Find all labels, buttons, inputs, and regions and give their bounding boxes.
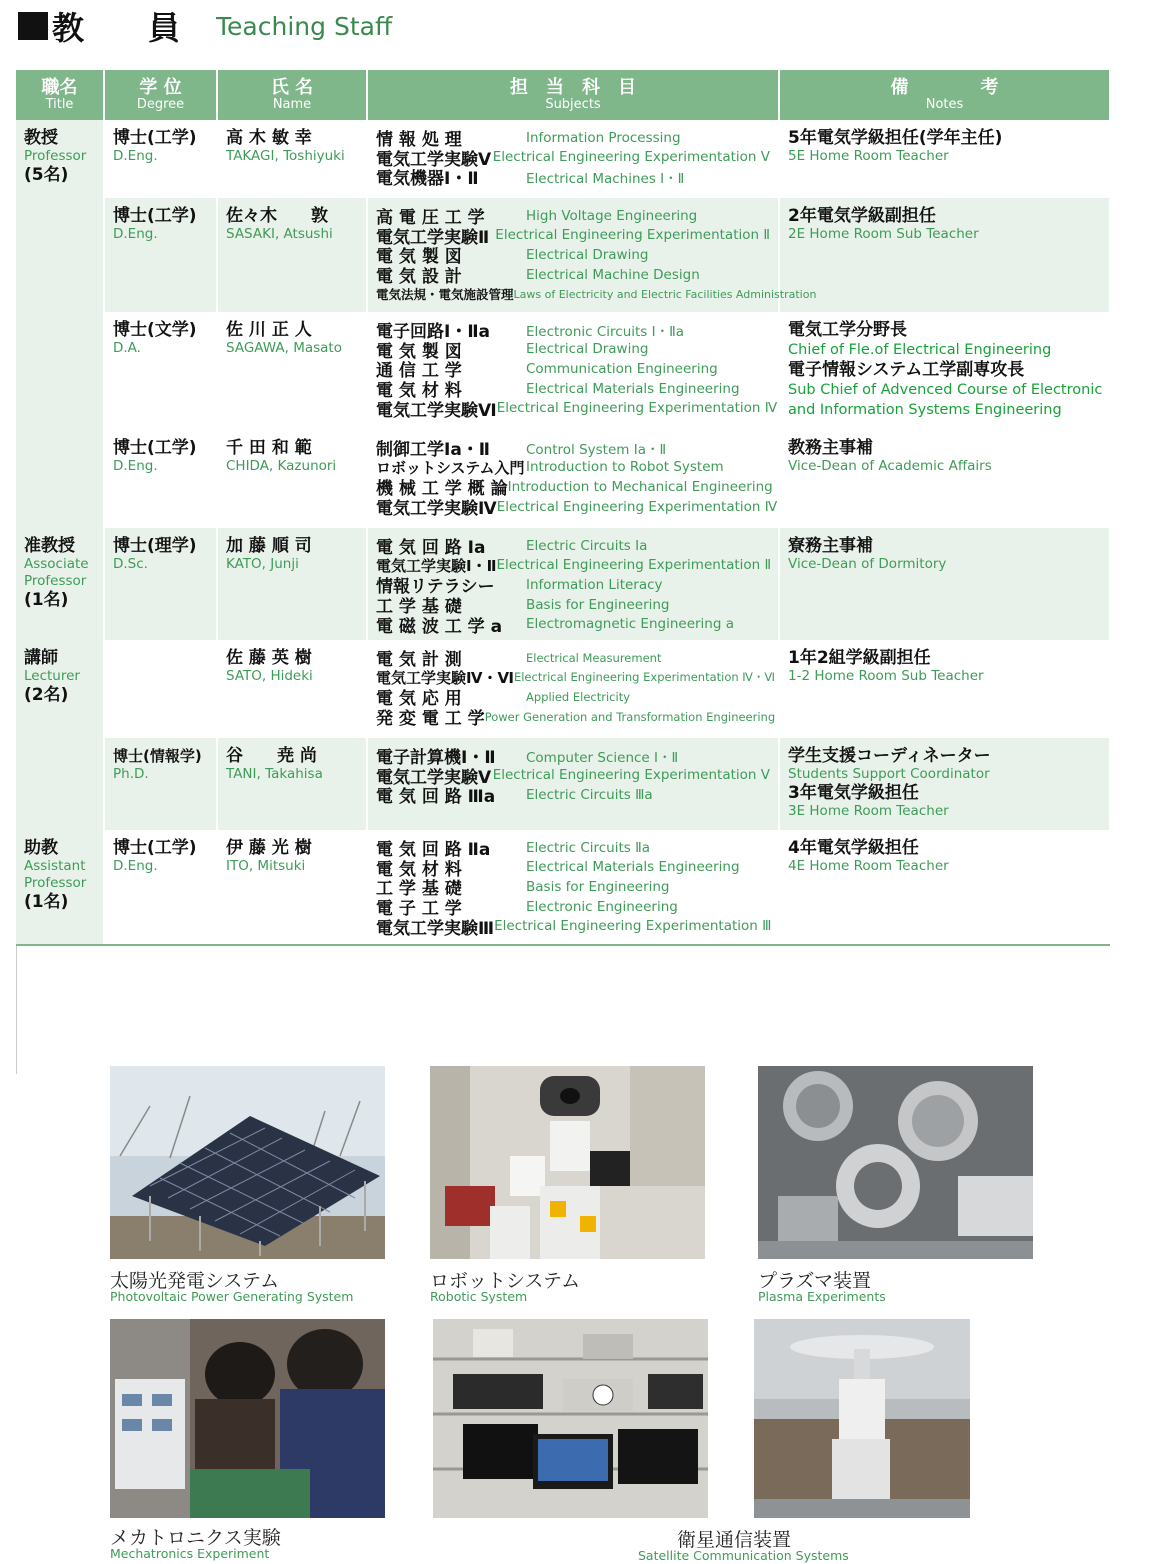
name-cell: 佐 藤 英 樹 SATO, Hideki <box>217 640 367 738</box>
degree-cell: 博士(情報学) Ph.D. <box>104 738 217 830</box>
name-cell: 高 木 敏 幸 TAKAGI, Toshiyuki <box>217 120 367 198</box>
page-header <box>18 6 392 46</box>
solar-panel-photo <box>110 1066 385 1259</box>
page-title-ja: 教 員 <box>52 9 181 47</box>
notes-cell: 学生支援コーディネーター Students Support Coordinator 3年電気学級担任 3E Home Room Teacher <box>779 738 1110 830</box>
photo-satellite-lab <box>433 1319 708 1519</box>
table-row <box>16 640 1110 738</box>
photo-robot <box>430 1066 705 1306</box>
notes-cell: 2年電気学級副担任 2E Home Room Sub Teacher <box>779 198 1110 312</box>
satellite-antenna-photo <box>754 1319 970 1518</box>
notes-cell: 寮務主事補 Vice-Dean of Dormitory <box>779 528 1110 640</box>
photo-caption-en: Photovoltaic Power Generating System <box>110 1289 354 1304</box>
subjects-cell: 電子計算機Ⅰ・Ⅱ Computer Science Ⅰ・Ⅱ 電気工学実験Ⅴ Electrical Engineering Experimentation Ⅴ 電 気 回 路 Ⅲa Electric Circuits Ⅲa <box>367 738 779 830</box>
photo-caption-en: Mechatronics Experiment <box>110 1546 270 1561</box>
name-cell: 佐々木 敦 SASAKI, Atsushi <box>217 198 367 312</box>
photo-caption-ja: メカトロニクス実験 <box>110 1527 281 1549</box>
photo-caption-en: Plasma Experiments <box>758 1289 886 1304</box>
col-subjects: 担 当 科 目 Subjects <box>367 70 779 120</box>
margin-rule <box>16 946 17 1074</box>
satellite-lab-photo <box>433 1319 708 1518</box>
group-lecturer: 講師 Lecturer (2名) <box>16 640 104 830</box>
staff-table <box>16 70 1111 944</box>
subjects-cell: 電 気 回 路 Ⅰa Electric Circuits Ⅰa 電気工学実験Ⅰ・Ⅱ Electrical Engineering Experimentation Ⅱ 情報リテラシー Information Literacy 工 学 基 礎 Basis for Engineering 電 磁 波 工 学 a Electromagnetic Engineering a <box>367 528 779 640</box>
table-row <box>16 528 1110 640</box>
photo-caption-ja: ロボットシステム <box>430 1270 581 1292</box>
notes-cell: 電気工学分野長 Chief of Fle.of Electrical Engineering 電子情報システム工学副専攻長 Sub Chief of Advenced Course of Electronic and Information Systems Engineering <box>779 312 1110 430</box>
page-title-en: Teaching Staff <box>216 11 393 41</box>
degree-cell: 博士(文学) D.A. <box>104 312 217 430</box>
subjects-cell: 高 電 圧 工 学 High Voltage Engineering 電気工学実験Ⅱ Electrical Engineering Experimentation Ⅱ 電 気 製 図 Electrical Drawing 電 気 設 計 Electrical Machine Design 電気法規・電気施設管理 Laws of Electricity and Electric Facilities Administration <box>367 198 779 312</box>
subjects-cell: 情 報 処 理 Information Processing 電気工学実験Ⅴ Electrical Engineering Experimentation Ⅴ 電気機器Ⅰ・Ⅱ Electrical Machines Ⅰ・Ⅱ <box>367 120 779 198</box>
black-square-icon <box>18 12 48 40</box>
group-assistant-professor: 助教 Assistant Professor (1名) <box>16 830 104 944</box>
degree-cell: 博士(工学) D.Eng. <box>104 198 217 312</box>
name-cell: 伊 藤 光 樹 ITO, Mitsuki <box>217 830 367 944</box>
col-degree: 学 位 Degree <box>104 70 217 120</box>
photo-solar <box>110 1066 385 1306</box>
subjects-cell: 制御工学Ⅰa・Ⅱ Control System Ⅰa・Ⅱ ロボットシステム入門 Introduction to Robot System 機 械 工 学 概 論 Introduction to Mechanical Engineering 電気工学実験Ⅳ Electrical Engineering Experimentation Ⅳ <box>367 430 779 528</box>
degree-cell: 博士(理学) D.Sc. <box>104 528 217 640</box>
degree-cell: 博士(工学) D.Eng. <box>104 430 217 528</box>
group-professor: 教授 Professor (5名) <box>16 120 104 528</box>
table-row <box>16 312 1110 430</box>
col-title: 職名 Title <box>16 70 104 120</box>
degree-cell: 博士(工学) D.Eng. <box>104 120 217 198</box>
photo-mechatronics <box>110 1319 390 1564</box>
col-notes: 備 考 Notes <box>779 70 1110 120</box>
table-row <box>16 198 1110 312</box>
satellite-caption-en: Satellite Communication Systems <box>638 1548 849 1563</box>
notes-cell: 5年電気学級担任(学年主任) 5E Home Room Teacher <box>779 120 1110 198</box>
table-row <box>16 430 1110 528</box>
col-name: 氏 名 Name <box>217 70 367 120</box>
satellite-caption-ja: 衛星通信装置 <box>677 1529 792 1551</box>
name-cell: 谷 尭 尚 TANI, Takahisa <box>217 738 367 830</box>
photo-caption-en: Robotic System <box>430 1289 528 1304</box>
degree-cell: 博士(工学) D.Eng. <box>104 830 217 944</box>
mechatronics-photo <box>110 1319 385 1518</box>
subjects-cell: 電 気 計 測 Electrical Measurement 電気工学実験Ⅳ・Ⅵ Electrical Engineering Experimentation Ⅳ・Ⅵ 電 気 応 用 Applied Electricity 発 変 電 工 学 Power Generation and Transformation Engineering <box>367 640 779 738</box>
table-row <box>16 120 1110 198</box>
table-row <box>16 830 1110 944</box>
photo-caption-ja: プラズマ装置 <box>758 1270 872 1292</box>
table-row <box>16 738 1110 830</box>
group-associate-professor: 准教授 Associate Professor (1名) <box>16 528 104 640</box>
subjects-cell: 電 気 回 路 Ⅱa Electric Circuits Ⅱa 電 気 材 料 Electrical Materials Engineering 工 学 基 礎 Basis for Engineering 電 子 工 学 Electronic Engineering 電気工学実験Ⅲ Electrical Engineering Experimentation Ⅲ <box>367 830 779 944</box>
notes-cell: 教務主事補 Vice-Dean of Academic Affairs <box>779 430 1110 528</box>
notes-cell: 4年電気学級担任 4E Home Room Teacher <box>779 830 1110 944</box>
photo-satellite-antenna <box>754 1319 970 1519</box>
name-cell: 千 田 和 範 CHIDA, Kazunori <box>217 430 367 528</box>
degree-cell <box>104 640 217 738</box>
name-cell: 加 藤 順 司 KATO, Junji <box>217 528 367 640</box>
table-bottom-rule <box>16 944 1110 946</box>
photo-caption-ja: 太陽光発電システム <box>110 1270 280 1292</box>
plasma-equipment-photo <box>758 1066 1033 1259</box>
name-cell: 佐 川 正 人 SAGAWA, Masato <box>217 312 367 430</box>
subjects-cell: 電子回路Ⅰ・Ⅱa Electronic Circuits Ⅰ・Ⅱa 電 気 製 図 Electrical Drawing 通 信 工 学 Communication Engineering 電 気 材 料 Electrical Materials Engineering 電気工学実験Ⅵ Electrical Engineering Experimentation Ⅳ <box>367 312 779 430</box>
notes-cell: 1年2組学級副担任 1-2 Home Room Sub Teacher <box>779 640 1110 738</box>
robot-photo <box>430 1066 705 1259</box>
table-header-row <box>16 70 1110 120</box>
photo-plasma <box>758 1066 1033 1306</box>
